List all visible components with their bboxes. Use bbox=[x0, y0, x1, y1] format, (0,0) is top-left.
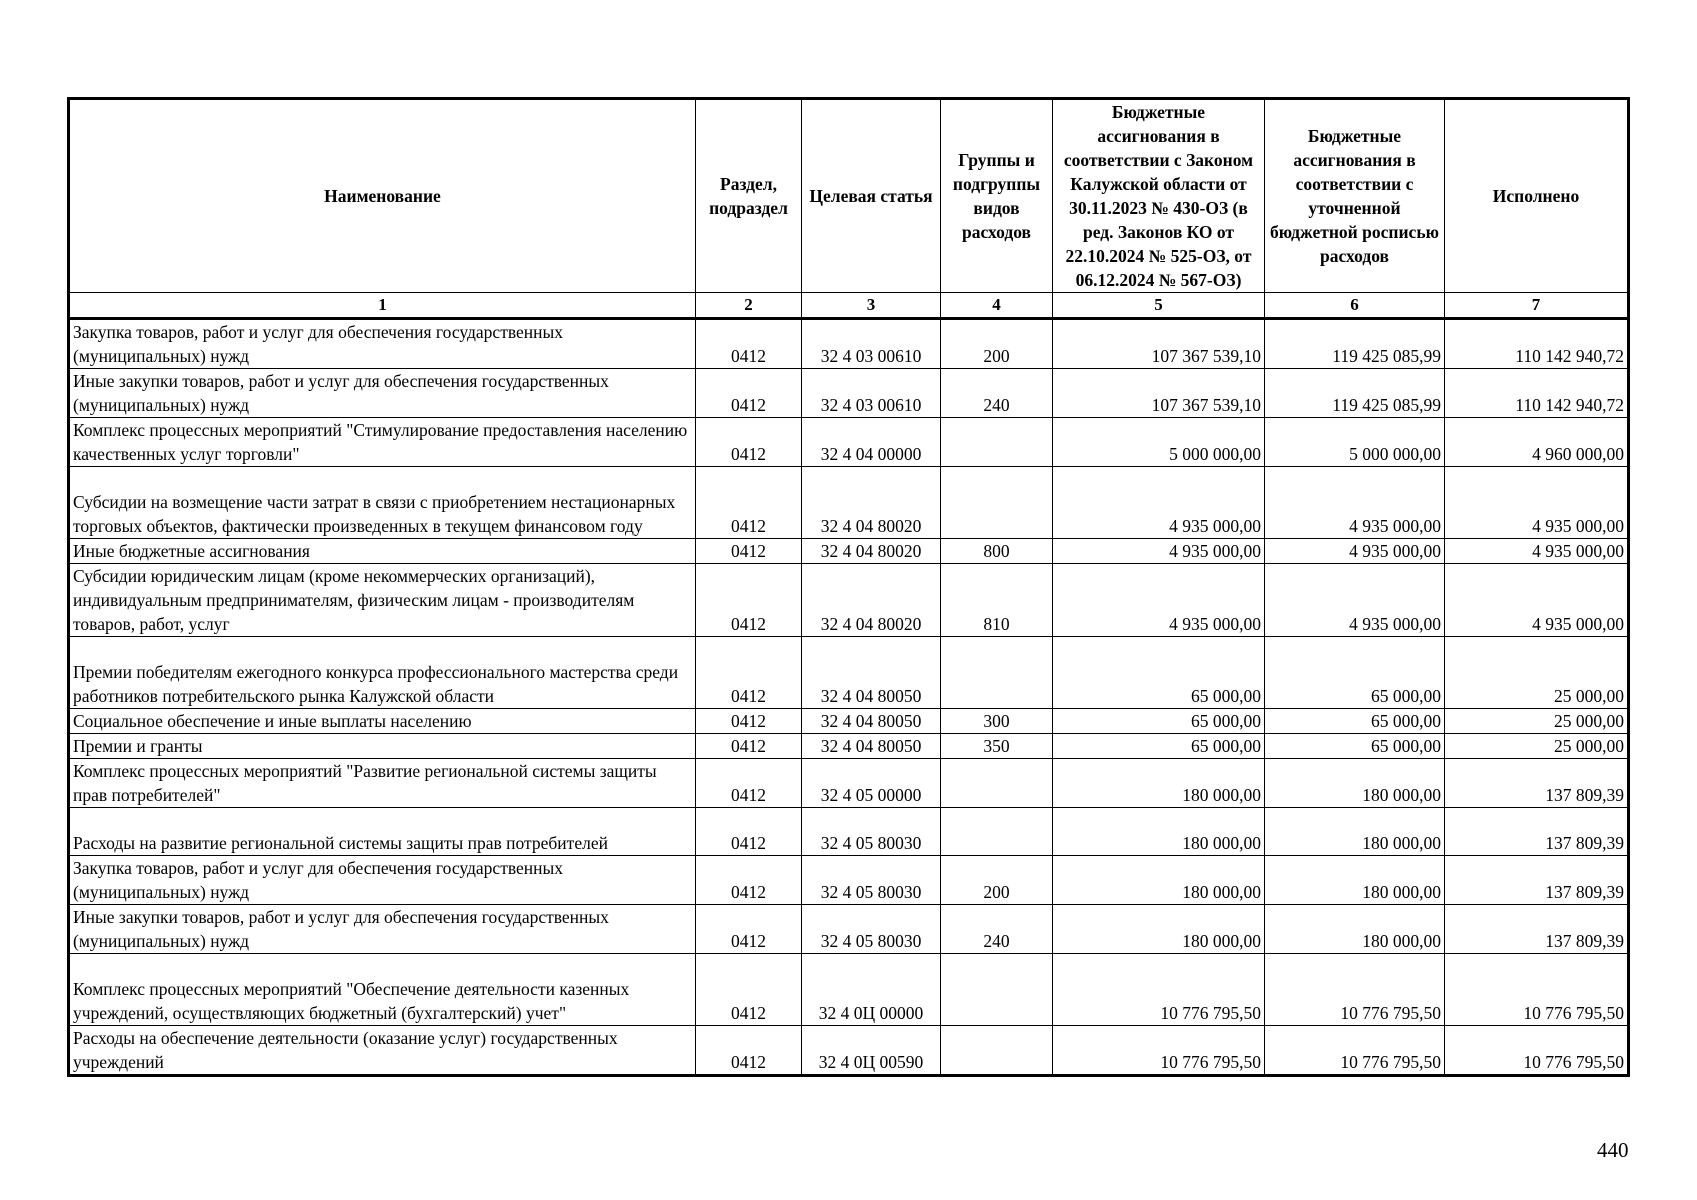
row-group: 350 bbox=[941, 734, 1053, 759]
row-plan-allocation: 5 000 000,00 bbox=[1265, 418, 1445, 467]
row-article: 32 4 03 00610 bbox=[802, 369, 941, 418]
row-article: 32 4 04 80050 bbox=[802, 637, 941, 709]
row-name: Закупка товаров, работ и услуг для обеспечения государственных (муниципальных) нужд bbox=[69, 319, 696, 369]
row-group bbox=[941, 637, 1053, 709]
row-law-allocation: 107 367 539,10 bbox=[1053, 319, 1265, 369]
column-number: 7 bbox=[1445, 293, 1629, 319]
column-number: 6 bbox=[1265, 293, 1445, 319]
row-executed: 25 000,00 bbox=[1445, 637, 1629, 709]
row-group: 200 bbox=[941, 319, 1053, 369]
table-row bbox=[69, 734, 1629, 759]
row-executed: 110 142 940,72 bbox=[1445, 369, 1629, 418]
row-name: Расходы на развитие региональной системы защиты прав потребителей bbox=[69, 808, 696, 856]
table-row bbox=[69, 954, 1629, 1026]
row-plan-allocation: 180 000,00 bbox=[1265, 856, 1445, 905]
row-name: Социальное обеспечение и иные выплаты населению bbox=[69, 709, 696, 734]
row-law-allocation: 180 000,00 bbox=[1053, 856, 1265, 905]
table-row bbox=[69, 856, 1629, 905]
row-plan-allocation: 180 000,00 bbox=[1265, 905, 1445, 954]
row-group bbox=[941, 808, 1053, 856]
table-row bbox=[69, 905, 1629, 954]
table-row bbox=[69, 759, 1629, 808]
row-plan-allocation: 10 776 795,50 bbox=[1265, 1026, 1445, 1076]
row-section: 0412 bbox=[696, 467, 802, 539]
row-group bbox=[941, 759, 1053, 808]
row-group: 240 bbox=[941, 905, 1053, 954]
row-plan-allocation: 180 000,00 bbox=[1265, 759, 1445, 808]
row-section: 0412 bbox=[696, 954, 802, 1026]
row-executed: 4 935 000,00 bbox=[1445, 467, 1629, 539]
row-group: 300 bbox=[941, 709, 1053, 734]
row-law-allocation: 5 000 000,00 bbox=[1053, 418, 1265, 467]
header-row bbox=[69, 99, 1629, 293]
row-name: Иные закупки товаров, работ и услуг для обеспечения государственных (муниципальных) нужд bbox=[69, 369, 696, 418]
table-row bbox=[69, 467, 1629, 539]
row-article: 32 4 0Ц 00000 bbox=[802, 954, 941, 1026]
row-law-allocation: 10 776 795,50 bbox=[1053, 1026, 1265, 1076]
row-law-allocation: 180 000,00 bbox=[1053, 808, 1265, 856]
row-executed: 25 000,00 bbox=[1445, 709, 1629, 734]
header-article: Целевая статья bbox=[802, 99, 941, 293]
header-name: Наименование bbox=[69, 99, 696, 293]
row-plan-allocation: 4 935 000,00 bbox=[1265, 467, 1445, 539]
row-section: 0412 bbox=[696, 856, 802, 905]
column-number: 5 bbox=[1053, 293, 1265, 319]
table-row bbox=[69, 369, 1629, 418]
row-group: 200 bbox=[941, 856, 1053, 905]
row-article: 32 4 04 00000 bbox=[802, 418, 941, 467]
header-plan-allocation: Бюджетные ассигнования в соответствии с уточненной бюджетной росписью расходов bbox=[1265, 99, 1445, 293]
row-section: 0412 bbox=[696, 905, 802, 954]
row-group: 800 bbox=[941, 539, 1053, 564]
row-executed: 137 809,39 bbox=[1445, 856, 1629, 905]
row-article: 32 4 04 80020 bbox=[802, 539, 941, 564]
row-article: 32 4 05 00000 bbox=[802, 759, 941, 808]
row-name: Закупка товаров, работ и услуг для обеспечения государственных (муниципальных) нужд bbox=[69, 856, 696, 905]
header-group: Группы и подгруппы видов расходов bbox=[941, 99, 1053, 293]
row-group: 240 bbox=[941, 369, 1053, 418]
table-row bbox=[69, 637, 1629, 709]
table-row bbox=[69, 709, 1629, 734]
row-law-allocation: 107 367 539,10 bbox=[1053, 369, 1265, 418]
row-plan-allocation: 10 776 795,50 bbox=[1265, 954, 1445, 1026]
row-name: Комплекс процессных мероприятий "Развитие региональной системы защиты прав потребителей" bbox=[69, 759, 696, 808]
row-law-allocation: 180 000,00 bbox=[1053, 759, 1265, 808]
row-name: Иные закупки товаров, работ и услуг для обеспечения государственных (муниципальных) нужд bbox=[69, 905, 696, 954]
row-law-allocation: 4 935 000,00 bbox=[1053, 564, 1265, 637]
row-article: 32 4 04 80020 bbox=[802, 467, 941, 539]
row-executed: 4 935 000,00 bbox=[1445, 539, 1629, 564]
row-article: 32 4 04 80020 bbox=[802, 564, 941, 637]
row-group bbox=[941, 418, 1053, 467]
row-section: 0412 bbox=[696, 369, 802, 418]
row-name: Комплекс процессных мероприятий "Обеспечение деятельности казенных учреждений, осуществляющих бюджетный (бухгалтерский) учет" bbox=[69, 954, 696, 1026]
budget-table bbox=[67, 97, 1630, 1077]
row-law-allocation: 4 935 000,00 bbox=[1053, 467, 1265, 539]
row-section: 0412 bbox=[696, 709, 802, 734]
table-row bbox=[69, 319, 1629, 369]
row-plan-allocation: 65 000,00 bbox=[1265, 637, 1445, 709]
row-law-allocation: 4 935 000,00 bbox=[1053, 539, 1265, 564]
row-executed: 10 776 795,50 bbox=[1445, 1026, 1629, 1076]
row-law-allocation: 65 000,00 bbox=[1053, 709, 1265, 734]
row-law-allocation: 180 000,00 bbox=[1053, 905, 1265, 954]
row-name: Расходы на обеспечение деятельности (оказание услуг) государственных учреждений bbox=[69, 1026, 696, 1076]
row-executed: 137 809,39 bbox=[1445, 759, 1629, 808]
row-section: 0412 bbox=[696, 759, 802, 808]
row-plan-allocation: 65 000,00 bbox=[1265, 709, 1445, 734]
row-law-allocation: 65 000,00 bbox=[1053, 637, 1265, 709]
row-section: 0412 bbox=[696, 539, 802, 564]
row-executed: 137 809,39 bbox=[1445, 808, 1629, 856]
row-article: 32 4 05 80030 bbox=[802, 856, 941, 905]
row-executed: 4 935 000,00 bbox=[1445, 564, 1629, 637]
row-executed: 10 776 795,50 bbox=[1445, 954, 1629, 1026]
row-executed: 110 142 940,72 bbox=[1445, 319, 1629, 369]
row-plan-allocation: 119 425 085,99 bbox=[1265, 319, 1445, 369]
row-section: 0412 bbox=[696, 808, 802, 856]
row-group: 810 bbox=[941, 564, 1053, 637]
row-name: Субсидии на возмещение части затрат в связи с приобретением нестационарных торговых объектов, фактически произведенных в текущем финансовом году bbox=[69, 467, 696, 539]
row-group bbox=[941, 1026, 1053, 1076]
row-executed: 137 809,39 bbox=[1445, 905, 1629, 954]
row-article: 32 4 03 00610 bbox=[802, 319, 941, 369]
column-number: 2 bbox=[696, 293, 802, 319]
row-name: Премии победителям ежегодного конкурса профессионального мастерства среди работников потребительского рынка Калужской области bbox=[69, 637, 696, 709]
row-article: 32 4 05 80030 bbox=[802, 905, 941, 954]
header-law-allocation: Бюджетные ассигнования в соответствии с Законом Калужской области от 30.11.2023 № 430-ОЗ (в ред. Законов КО от 22.10.2024 № 525-ОЗ, от 06.12.2024 № 567-ОЗ) bbox=[1053, 99, 1265, 293]
row-law-allocation: 10 776 795,50 bbox=[1053, 954, 1265, 1026]
page-number: 440 bbox=[1597, 1138, 1629, 1162]
header-section: Раздел, подраздел bbox=[696, 99, 802, 293]
row-section: 0412 bbox=[696, 564, 802, 637]
column-number-row bbox=[69, 293, 1629, 319]
row-section: 0412 bbox=[696, 319, 802, 369]
row-executed: 4 960 000,00 bbox=[1445, 418, 1629, 467]
column-number: 4 bbox=[941, 293, 1053, 319]
row-name: Премии и гранты bbox=[69, 734, 696, 759]
row-section: 0412 bbox=[696, 734, 802, 759]
row-section: 0412 bbox=[696, 637, 802, 709]
row-plan-allocation: 4 935 000,00 bbox=[1265, 539, 1445, 564]
column-number: 1 bbox=[69, 293, 696, 319]
header-executed: Исполнено bbox=[1445, 99, 1629, 293]
row-article: 32 4 0Ц 00590 bbox=[802, 1026, 941, 1076]
table-row bbox=[69, 1026, 1629, 1076]
row-law-allocation: 65 000,00 bbox=[1053, 734, 1265, 759]
row-executed: 25 000,00 bbox=[1445, 734, 1629, 759]
row-section: 0412 bbox=[696, 1026, 802, 1076]
row-plan-allocation: 4 935 000,00 bbox=[1265, 564, 1445, 637]
row-article: 32 4 04 80050 bbox=[802, 709, 941, 734]
row-plan-allocation: 180 000,00 bbox=[1265, 808, 1445, 856]
row-plan-allocation: 119 425 085,99 bbox=[1265, 369, 1445, 418]
row-group bbox=[941, 467, 1053, 539]
row-plan-allocation: 65 000,00 bbox=[1265, 734, 1445, 759]
row-name: Комплекс процессных мероприятий "Стимулирование предоставления населению качественных услуг торговли" bbox=[69, 418, 696, 467]
table-row bbox=[69, 418, 1629, 467]
row-article: 32 4 05 80030 bbox=[802, 808, 941, 856]
table-row bbox=[69, 564, 1629, 637]
column-number: 3 bbox=[802, 293, 941, 319]
row-name: Иные бюджетные ассигнования bbox=[69, 539, 696, 564]
row-section: 0412 bbox=[696, 418, 802, 467]
table-row bbox=[69, 539, 1629, 564]
row-article: 32 4 04 80050 bbox=[802, 734, 941, 759]
table-row bbox=[69, 808, 1629, 856]
row-group bbox=[941, 954, 1053, 1026]
row-name: Субсидии юридическим лицам (кроме некоммерческих организаций), индивидуальным предпринимателям, физическим лицам - производителям товаров, работ, услуг bbox=[69, 564, 696, 637]
